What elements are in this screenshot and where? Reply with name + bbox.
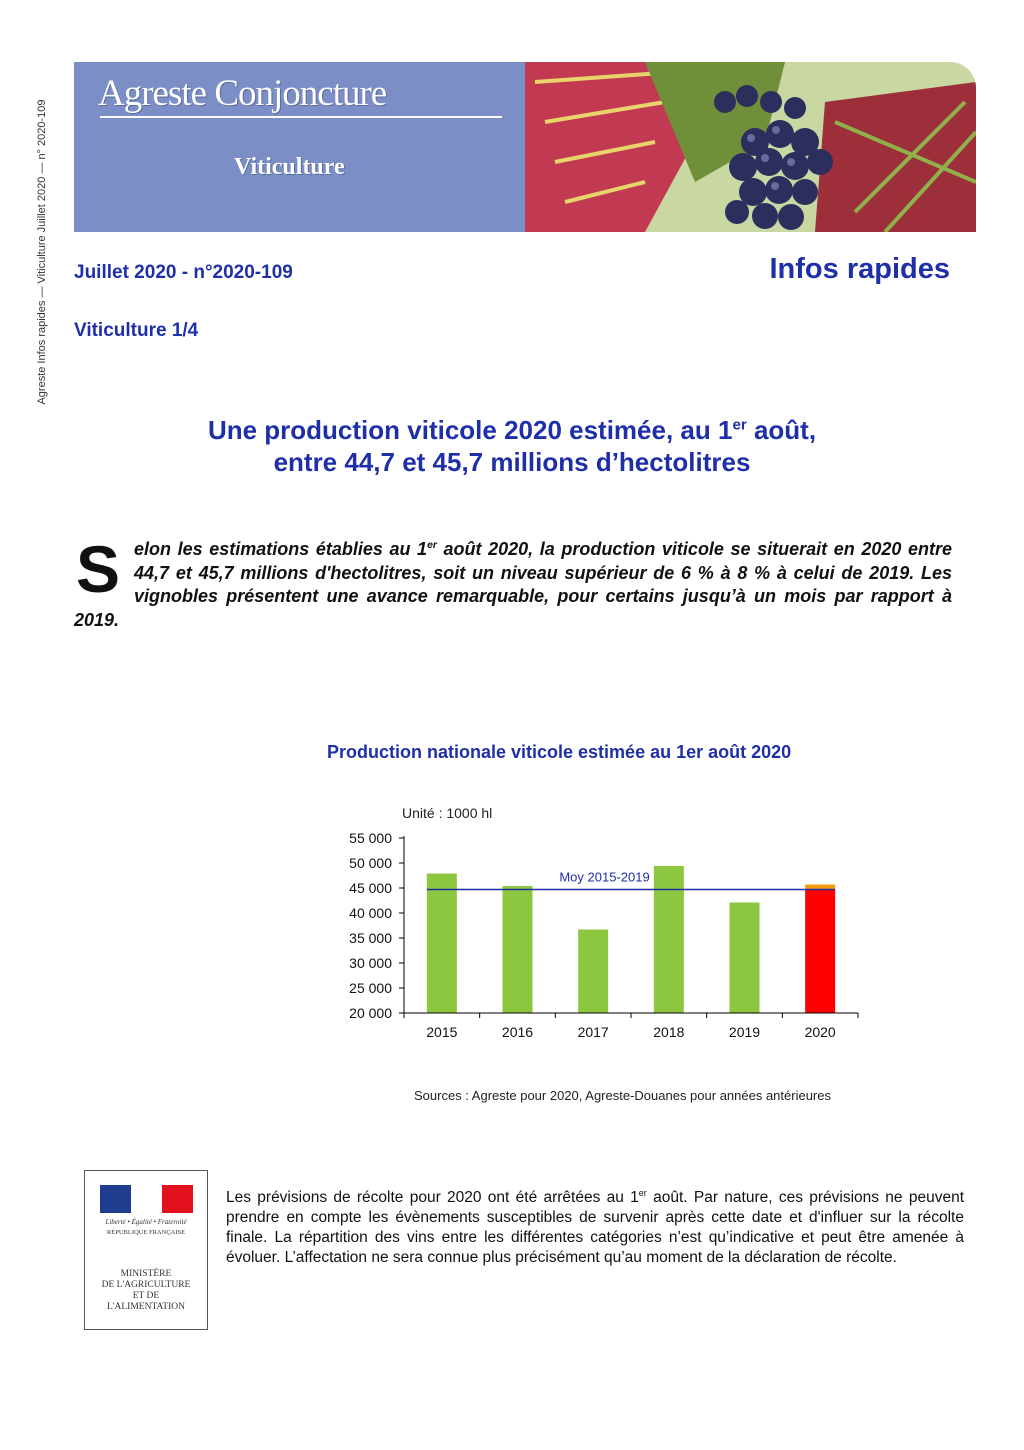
production-chart — [320, 796, 880, 1051]
infos-rapides-label: Infos rapides — [769, 253, 950, 285]
headline-sup: er — [732, 416, 747, 434]
bar-2017 — [578, 930, 608, 1014]
y-tick-label: 55 000 — [349, 830, 392, 846]
note-text: août. Par nature, ces prévisions ne peuvent prendre en compte les évènements susceptibles de survenir après cette date et d'influer sur la récolte finale. La répartition des vins entre les différentes catégories n’est qu’indicative et peut être amenée à évoluer. L’affectation ne sera connue plus précisément qu’au moment de la déclaration de récolte. — [226, 1189, 965, 1266]
headline — [120, 414, 904, 478]
headline-line2: entre 44,7 et 45,7 millions d’hectolitres — [273, 447, 751, 477]
ministry-logo — [84, 1170, 208, 1330]
headline-part: Une production viticole 2020 estimée, au 1 — [207, 415, 733, 445]
drop-cap: S — [76, 532, 121, 606]
bar-2019 — [730, 903, 760, 1014]
note-sup: er — [638, 1187, 647, 1198]
y-tick-label: 40 000 — [349, 905, 392, 921]
ministry-line: MINISTÈRE — [120, 1269, 172, 1279]
banner-subtitle: Viticulture — [234, 154, 345, 180]
bar-2016 — [503, 886, 533, 1013]
y-tick-label: 30 000 — [349, 955, 392, 971]
side-vertical-text: Agreste Infos rapides — Viticulture Juillet 2020 — n° 2020-109 — [36, 99, 48, 405]
brand-underline — [100, 116, 502, 118]
issue-line: Juillet 2020 - n°2020-109 — [74, 262, 293, 283]
chart-title: Production nationale viticole estimée au 1er août 2020 — [327, 742, 792, 762]
header-banner — [74, 62, 976, 232]
x-tick-label: 2020 — [804, 1024, 836, 1040]
x-tick-label: 2019 — [728, 1024, 761, 1040]
x-tick-label: 2018 — [653, 1024, 685, 1040]
y-tick-label: 35 000 — [349, 930, 392, 946]
logo-motto: Liberté • Égalité • Fraternité — [105, 1218, 187, 1226]
y-tick-label: 50 000 — [349, 855, 392, 871]
y-tick-label: 20 000 — [349, 1005, 392, 1021]
x-tick-label: 2017 — [577, 1024, 609, 1040]
flag-icon — [100, 1185, 192, 1213]
logo-ministry — [91, 1269, 201, 1313]
ministry-line: L'ALIMENTATION — [107, 1302, 185, 1312]
chart-svg — [320, 796, 880, 1046]
logo-republic: RÉPUBLIQUE FRANÇAISE — [106, 1229, 186, 1236]
series-line: Viticulture 1/4 — [74, 320, 199, 341]
y-tick-label: 45 000 — [349, 880, 392, 896]
note-text: Les prévisions de récolte pour 2020 ont été arrêtées au 1 — [226, 1189, 639, 1206]
forecast-note — [226, 1188, 964, 1268]
banner-title-panel — [74, 62, 525, 232]
lead-text: août 2020, la production viticole se situerait en 2020 entre 44,7 et 45,7 millions d'hectolitres, soit un niveau supérieur de 6 % à 8 % à celui de 2019. Les vignobles présentent une avance remarquable, pour certains jusqu’à un mois par rapport à 2019. — [74, 539, 952, 630]
lead-sup: er — [427, 540, 437, 551]
grapes-photo — [525, 62, 976, 232]
lead-text: elon les estimations établies au 1 — [134, 539, 428, 559]
x-tick-label: 2015 — [426, 1024, 458, 1040]
lead-paragraph — [74, 532, 952, 632]
y-tick-label: 25 000 — [349, 980, 392, 996]
bar-2018 — [654, 866, 684, 1013]
bar-2015 — [427, 874, 457, 1014]
reference-line-label: Moy 2015-2019 — [559, 869, 650, 885]
chart-sources: Sources : Agreste pour 2020, Agreste-Douanes pour années antérieures — [414, 1088, 831, 1103]
x-tick-label: 2016 — [501, 1024, 534, 1040]
chart-unit-label: Unité : 1000 hl — [402, 805, 493, 821]
brand-title: Agreste Conjoncture — [98, 73, 387, 114]
ministry-line: ET DE — [132, 1291, 160, 1301]
bar-2020 — [805, 890, 835, 1014]
ministry-line: DE L'AGRICULTURE — [101, 1280, 191, 1290]
headline-part: août, — [746, 415, 817, 445]
